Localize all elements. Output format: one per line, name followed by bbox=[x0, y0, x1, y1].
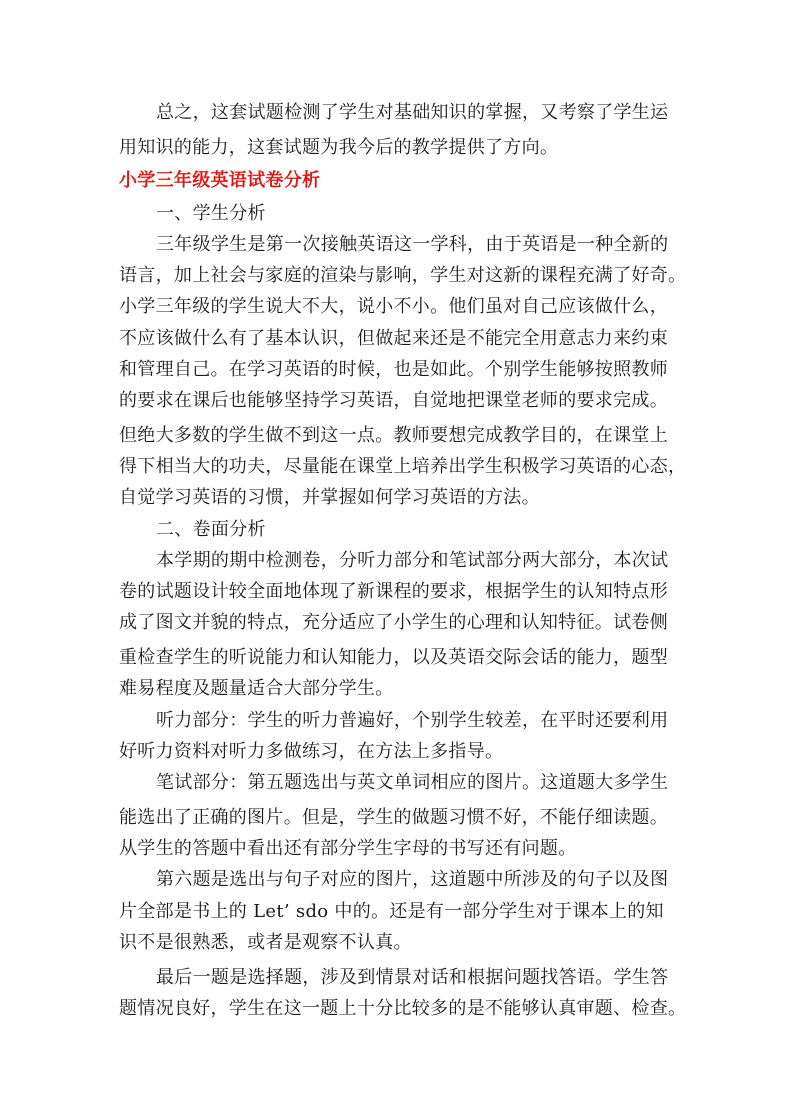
paragraph-line: 重检查学生的听说能力和认知能力，以及英语交际会话的能力，题型 bbox=[119, 647, 668, 668]
section-heading: 一、学生分析 bbox=[156, 203, 266, 224]
paragraph-line: 卷的试题设计较全面地体现了新课程的要求，根据学生的认知特点形 bbox=[119, 581, 668, 602]
paragraph-line: 好听力资料对听力多做练习，在方法上多指导。 bbox=[119, 741, 504, 762]
paragraph-line: 但绝大多数的学生做不到这一点。教师要想完成教学目的，在课堂上 bbox=[119, 425, 668, 446]
paragraph-line: 识不是很熟悉，或者是观察不认真。 bbox=[119, 932, 412, 953]
paragraph-line: 题情况良好，学生在这一题上十分比较多的是不能够认真审题、检查。 bbox=[119, 998, 687, 1019]
paragraph-line: 能选出了正确的图片。但是，学生的做题习惯不好，不能仔细读题。 bbox=[119, 807, 668, 828]
paragraph-line: 小学三年级的学生说大不大，说小不小。他们虽对自己应该做什么， bbox=[119, 296, 668, 317]
paragraph-line: 总之，这套试题检测了学生对基础知识的掌握，又考察了学生运 bbox=[156, 102, 669, 123]
paragraph-line: 听力部分：学生的听力普遍好，个别学生较差，在平时还要利用 bbox=[156, 710, 669, 731]
paragraph-line: 难易程度及题量适合大部分学生。 bbox=[119, 678, 394, 699]
paragraph-line: 本学期的期中检测卷，分听力部分和笔试部分两大部分，本次试 bbox=[156, 550, 669, 571]
paragraph-line: 的要求在课后也能够坚持学习英语，自觉地把课堂老师的要求完成。 bbox=[119, 390, 668, 411]
section-title: 小学三年级英语试卷分析 bbox=[119, 170, 321, 191]
paragraph-line: 第六题是选出与句子对应的图片，这道题中所涉及的句子以及图 bbox=[156, 869, 669, 890]
paragraph-line: 片全部是书上的 Let’ sdo 中的。还是有一部分学生对于课本上的知 bbox=[119, 901, 664, 922]
paragraph-line: 笔试部分：第五题选出与英文单词相应的图片。这道题大多学生 bbox=[156, 772, 669, 793]
paragraph-line: 最后一题是选择题，涉及到情景对话和根据问题找答语。学生答 bbox=[156, 967, 669, 988]
paragraph-line: 不应该做什么有了基本认识，但做起来还是不能完全用意志力来约束 bbox=[119, 328, 668, 349]
paragraph-line: 成了图文并貌的特点，充分适应了小学生的心理和认知特征。试卷侧 bbox=[119, 612, 668, 633]
section-heading: 二、卷面分析 bbox=[156, 519, 266, 540]
paragraph-line: 和管理自己。在学习英语的时候，也是如此。个别学生能够按照教师 bbox=[119, 359, 668, 380]
paragraph-line: 语言，加上社会与家庭的渲染与影响，学生对这新的课程充满了好奇。 bbox=[119, 265, 687, 286]
paragraph-line: 得下相当大的功夫，尽量能在课堂上培养出学生积极学习英语的心态， bbox=[119, 456, 687, 477]
paragraph-line: 三年级学生是第一次接触英语这一学科，由于英语是一种全新的 bbox=[156, 234, 669, 255]
paragraph-line: 自觉学习英语的习惯，并掌握如何学习英语的方法。 bbox=[119, 487, 540, 508]
paragraph-line: 从学生的答题中看出还有部分学生字母的书写还有问题。 bbox=[119, 838, 577, 859]
paragraph-line: 用知识的能力，这套试题为我今后的教学提供了方向。 bbox=[119, 137, 559, 158]
